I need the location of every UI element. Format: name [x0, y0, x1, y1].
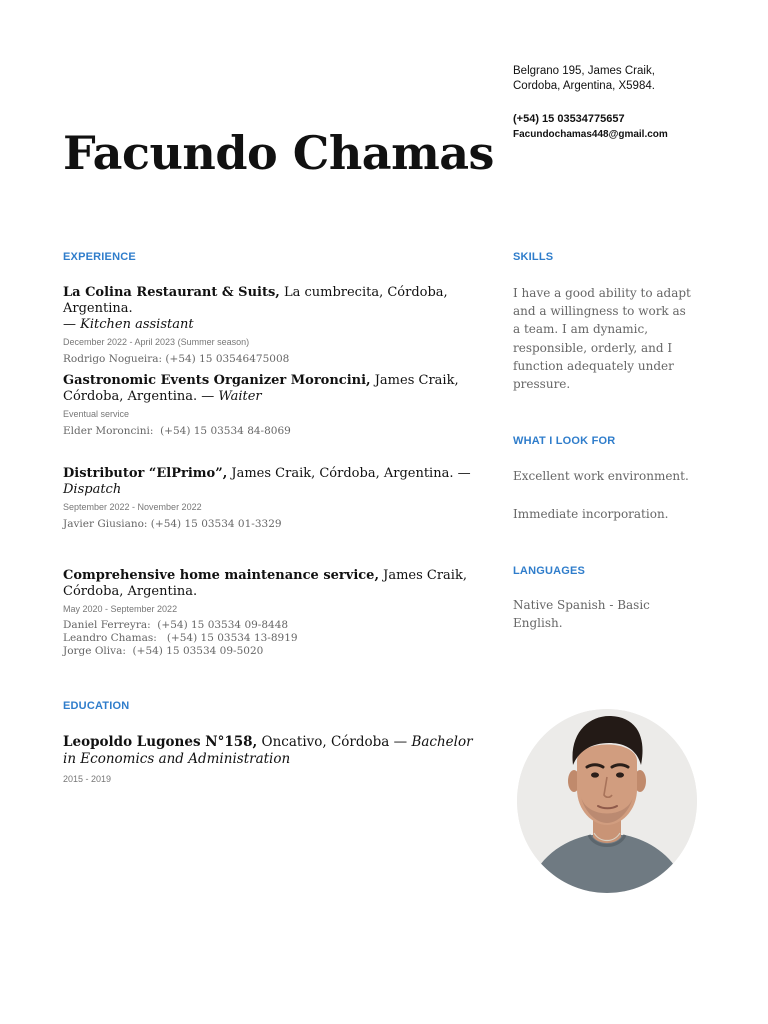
job-location: James Craik, Córdoba, Argentina.: [63, 373, 459, 404]
job-references: [63, 619, 478, 658]
job-date: September 2022 - November 2022: [63, 502, 202, 512]
job-reference: Daniel Ferreyra: (+54) 15 03534 09-8448: [63, 619, 289, 631]
job-date: December 2022 - April 2023 (Summer season): [63, 337, 250, 347]
job-heading: [63, 466, 478, 498]
job-role: Waiter: [218, 389, 262, 404]
job-organization: Comprehensive home maintenance service,: [63, 568, 379, 583]
address-line-2: Cordoba, Argentina, X5984.: [513, 80, 655, 92]
job-reference: Jorge Oliva: (+54) 15 03534 09-5020: [63, 645, 264, 657]
job-separator: —: [197, 389, 219, 404]
experience-item-3: [63, 466, 478, 531]
skills-text: I have a good ability to adapt and a willingness to work as a team. I am dynamic, responsible, orderly, and I function adequately under pressure.: [513, 286, 691, 392]
contact-block: [513, 64, 743, 142]
languages-text: Native Spanish - Basic English.: [513, 598, 650, 631]
job-heading: [63, 285, 478, 333]
job-date: Eventual service: [63, 409, 130, 419]
look-for-heading: WHAT I LOOK FOR: [513, 435, 616, 447]
experience-item-2: [63, 373, 478, 438]
job-date: May 2020 - September 2022: [63, 604, 178, 614]
job-organization: Distributor “ElPrimo”,: [63, 466, 228, 481]
look-for-item-2: Immediate incorporation.: [513, 507, 669, 521]
address-line-1: Belgrano 195, James Craik,: [513, 65, 655, 77]
job-heading: [63, 568, 478, 600]
experience-item-1: [63, 285, 478, 366]
job-role: Kitchen assistant: [80, 317, 194, 332]
portrait-icon: [517, 709, 697, 893]
look-for-item-1: Excellent work environment.: [513, 469, 689, 483]
languages-heading: LANGUAGES: [513, 565, 586, 577]
school-name: Leopoldo Lugones N°158,: [63, 734, 258, 750]
job-references: [63, 518, 478, 531]
email-address[interactable]: Facundochamas448@gmail.com: [513, 129, 668, 140]
job-reference: Leandro Chamas: (+54) 15 03534 13-8919: [63, 632, 298, 644]
experience-heading: EXPERIENCE: [63, 251, 136, 263]
degree-name: Bachelor in Economics and Administration: [63, 734, 473, 767]
job-location: La cumbrecita, Córdoba, Argentina.: [63, 285, 448, 316]
candidate-name: Facundo Chamas: [63, 126, 494, 180]
education-heading: EDUCATION: [63, 700, 130, 712]
job-reference: Elder Moroncini: (+54) 15 03534 84-8069: [63, 425, 291, 437]
skills-heading: SKILLS: [513, 251, 554, 263]
profile-photo: [517, 709, 697, 893]
job-role: Dispatch: [63, 482, 122, 497]
job-references: [63, 425, 478, 438]
job-separator: —: [453, 466, 471, 481]
job-separator: —: [63, 317, 81, 332]
education-years: 2015 - 2019: [63, 774, 112, 784]
job-location: James Craik, Córdoba, Argentina.: [63, 568, 467, 599]
job-reference: Javier Giusiano: (+54) 15 03534 01-3329: [63, 518, 282, 530]
education-heading-line: [63, 734, 478, 768]
phone-number: (+54) 15 03534775657: [513, 113, 625, 125]
experience-item-4: [63, 568, 478, 658]
job-references: [63, 353, 478, 366]
job-location: James Craik, Córdoba, Argentina.: [227, 466, 454, 481]
job-organization: La Colina Restaurant & Suits,: [63, 285, 280, 300]
school-location: Oncativo, Córdoba —: [257, 734, 412, 750]
education-item: [63, 734, 478, 784]
job-heading: [63, 373, 478, 405]
job-organization: Gastronomic Events Organizer Moroncini,: [63, 373, 371, 388]
job-reference: Rodrigo Nogueira: (+54) 15 03546475008: [63, 353, 290, 365]
